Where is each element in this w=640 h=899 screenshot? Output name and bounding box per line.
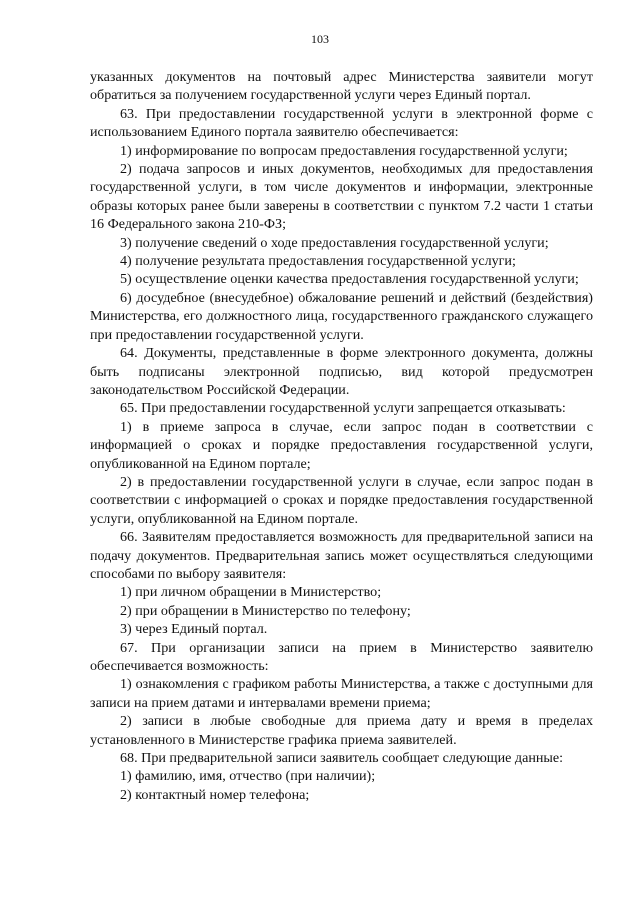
list-item: 2) при обращении в Министерство по телефону; <box>120 602 411 619</box>
page-number: 103 <box>311 32 329 46</box>
list-item: 2) записи в любые свободные для приема дату и время в пределах установленного в Министерстве графика приема заявителей. <box>90 713 593 748</box>
paragraph-67: 67. При организации записи на прием в Министерство заявителю обеспечивается возможность: <box>90 639 593 674</box>
paragraph-68: 68. При предварительной записи заявитель сообщает следующие данные: <box>120 750 564 767</box>
list-item: 6) досудебное (внесудебное) обжалование решений и действий (бездействия) Министерства, его должностного лица, государственного гражданского служащего при предоставлении государственной услуги. <box>90 289 593 343</box>
paragraph-64: 64. Документы, представленные в форме электронного документа, должны быть подписаны электронной подписью, вид которой предусмотрен законодательством Российской Федерации. <box>90 345 593 398</box>
list-item: 1) ознакомления с графиком работы Министерства, а также с доступными для записи на прием датами и интервалами времени приема; <box>90 676 593 711</box>
list-item: 4) получение результата предоставления государственной услуги; <box>120 253 516 270</box>
list-item: 2) контактный номер телефона; <box>120 786 310 803</box>
list-item: 1) в приеме запроса в случае, если запрос подан в соответствии с информацией о сроках и порядке предоставления государственной услуги, опубликованной на Едином портале; <box>90 418 593 472</box>
paragraph-63: 63. При предоставлении государственной услуги в электронной форме с использованием Единого портала заявителю обеспечивается: <box>90 105 593 141</box>
list-item: 1) информирование по вопросам предоставления государственной услуги; <box>120 142 568 159</box>
list-item: 1) фамилию, имя, отчество (при наличии); <box>120 768 376 785</box>
paragraph-continuation: указанных документов на почтовый адрес Министерства заявители могут обратиться за получением государственной услуги через Единый портал. <box>90 69 593 104</box>
list-item: 2) в предоставлении государственной услуги в случае, если запрос подан в соответствии с информацией о сроках и порядке предоставления государственной услуги, опубликованной на Едином портале. <box>90 473 593 527</box>
list-item: 5) осуществление оценки качества предоставления государственной услуги; <box>120 271 579 288</box>
paragraph-66: 66. Заявителям предоставляется возможность для предварительной записи на подачу документов. Предварительная запись может осуществляться следующими способами по выбору заявителя: <box>90 529 593 582</box>
list-item: 3) получение сведений о ходе предоставления государственной услуги; <box>120 234 549 251</box>
document-body <box>90 68 593 804</box>
paragraph-65: 65. При предоставлении государственной услуги запрещается отказывать: <box>120 400 566 417</box>
list-item: 3) через Единый портал. <box>120 621 268 638</box>
list-item: 2) подача запросов и иных документов, необходимых для предоставления государственной услуги, в том числе документов и информации, электронные образы которых ранее были заверены в соответствии с пунктом 7.2 части 1 статьи 16 Федерального закона 210-ФЗ; <box>90 161 593 233</box>
list-item: 1) при личном обращении в Министерство; <box>120 584 382 601</box>
